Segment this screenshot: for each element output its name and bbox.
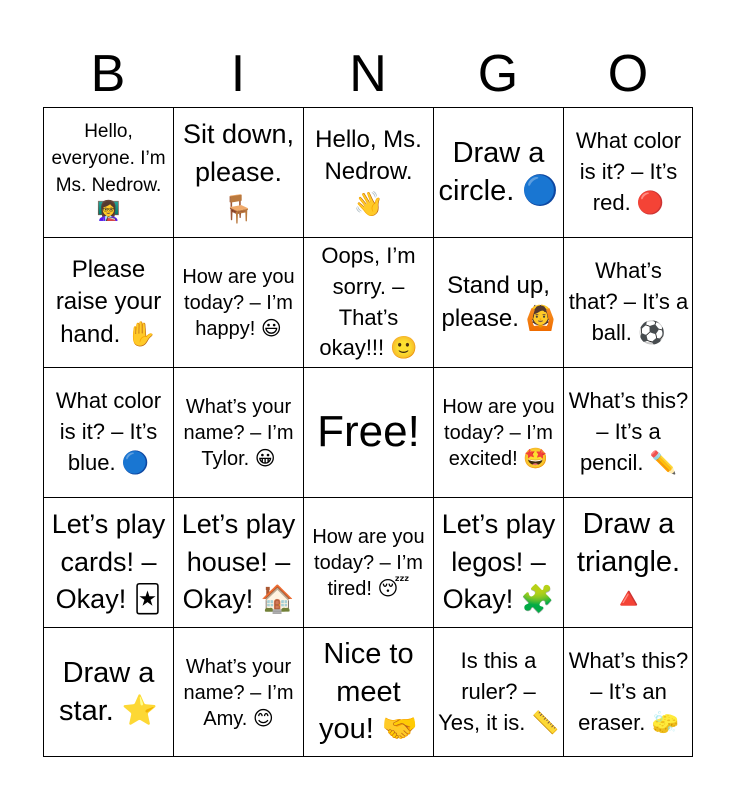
cell-text: What color is it? – It’s red. 🔴	[575, 128, 682, 215]
cell-text: Nice to meet you! 🤝	[319, 637, 418, 746]
bingo-cell[interactable]	[303, 497, 433, 627]
bingo-cell[interactable]	[173, 237, 303, 367]
cell-text: Draw a circle. 🔵	[438, 136, 559, 207]
bingo-cell[interactable]	[43, 237, 173, 367]
cell-text: How are you today? – I’m happy! 😃	[182, 265, 295, 340]
header-letter-g: G	[477, 45, 519, 103]
cell-text: Stand up, please. 🙆	[441, 272, 556, 332]
cell-text: What’s this? – It’s a pencil. ✏️	[568, 388, 689, 475]
bingo-cell[interactable]	[563, 107, 693, 237]
bingo-cell[interactable]	[303, 237, 433, 367]
bingo-cell[interactable]	[43, 497, 173, 627]
header-letter-b: B	[90, 45, 126, 103]
bingo-cell[interactable]	[433, 237, 563, 367]
bingo-cell[interactable]	[43, 107, 173, 237]
cell-text: Let’s play legos! – Okay! 🧩	[441, 508, 556, 615]
bingo-cell[interactable]	[43, 627, 173, 757]
bingo-cell[interactable]	[433, 627, 563, 757]
cell-text: What color is it? – It’s blue. 🔵	[55, 388, 162, 475]
bingo-cell[interactable]	[303, 107, 433, 237]
bingo-cell[interactable]	[563, 497, 693, 627]
cell-text: Draw a triangle. 🔺	[576, 507, 681, 616]
cell-text: Let’s play cards! – Okay! 🃏	[51, 508, 166, 615]
bingo-cell[interactable]	[563, 237, 693, 367]
bingo-cell[interactable]	[433, 107, 563, 237]
bingo-cell[interactable]	[433, 497, 563, 627]
cell-text: What’s this? – It’s an eraser. 🧽	[568, 648, 689, 735]
cell-text: Sit down, please. 🪑	[182, 118, 295, 225]
cell-text: Oops, I’m sorry. – That’s okay!!! 🙂	[319, 242, 418, 361]
bingo-card	[43, 107, 693, 757]
cell-text: What’s your name? – I’m Amy. 😊	[183, 655, 294, 730]
bingo-header	[43, 44, 693, 104]
header-letter-n: N	[349, 45, 387, 103]
cell-text: Please raise your hand. ✋	[55, 255, 162, 348]
bingo-cell[interactable]	[173, 107, 303, 237]
bingo-cell[interactable]	[563, 627, 693, 757]
cell-text: What’s that? – It’s a ball. ⚽	[568, 258, 689, 345]
cell-text: Hello, Ms. Nedrow. 👋	[315, 125, 422, 218]
cell-text: What’s your name? – I’m Tylor. 😀	[183, 395, 294, 470]
cell-text: Hello, everyone. I’m Ms. Nedrow. 👩‍🏫	[51, 121, 166, 223]
header-letter-o: O	[607, 45, 649, 103]
bingo-cell[interactable]	[563, 367, 693, 497]
bingo-cell[interactable]	[173, 627, 303, 757]
cell-text: How are you today? – I’m tired! 😴	[312, 525, 425, 600]
bingo-cell[interactable]	[433, 367, 563, 497]
bingo-cell[interactable]	[43, 367, 173, 497]
header-letter-i: I	[230, 45, 246, 103]
bingo-cell[interactable]	[173, 497, 303, 627]
cell-text: Draw a star. ⭐	[59, 656, 158, 727]
cell-text: How are you today? – I’m excited! 🤩	[442, 395, 555, 470]
free-text: Free!	[317, 407, 420, 457]
bingo-cell[interactable]	[173, 367, 303, 497]
free-space[interactable]	[303, 367, 433, 497]
cell-text: Is this a ruler? – Yes, it is. 📏	[438, 648, 559, 735]
cell-text: Let’s play house! – Okay! 🏠	[181, 508, 296, 615]
bingo-cell[interactable]	[303, 627, 433, 757]
